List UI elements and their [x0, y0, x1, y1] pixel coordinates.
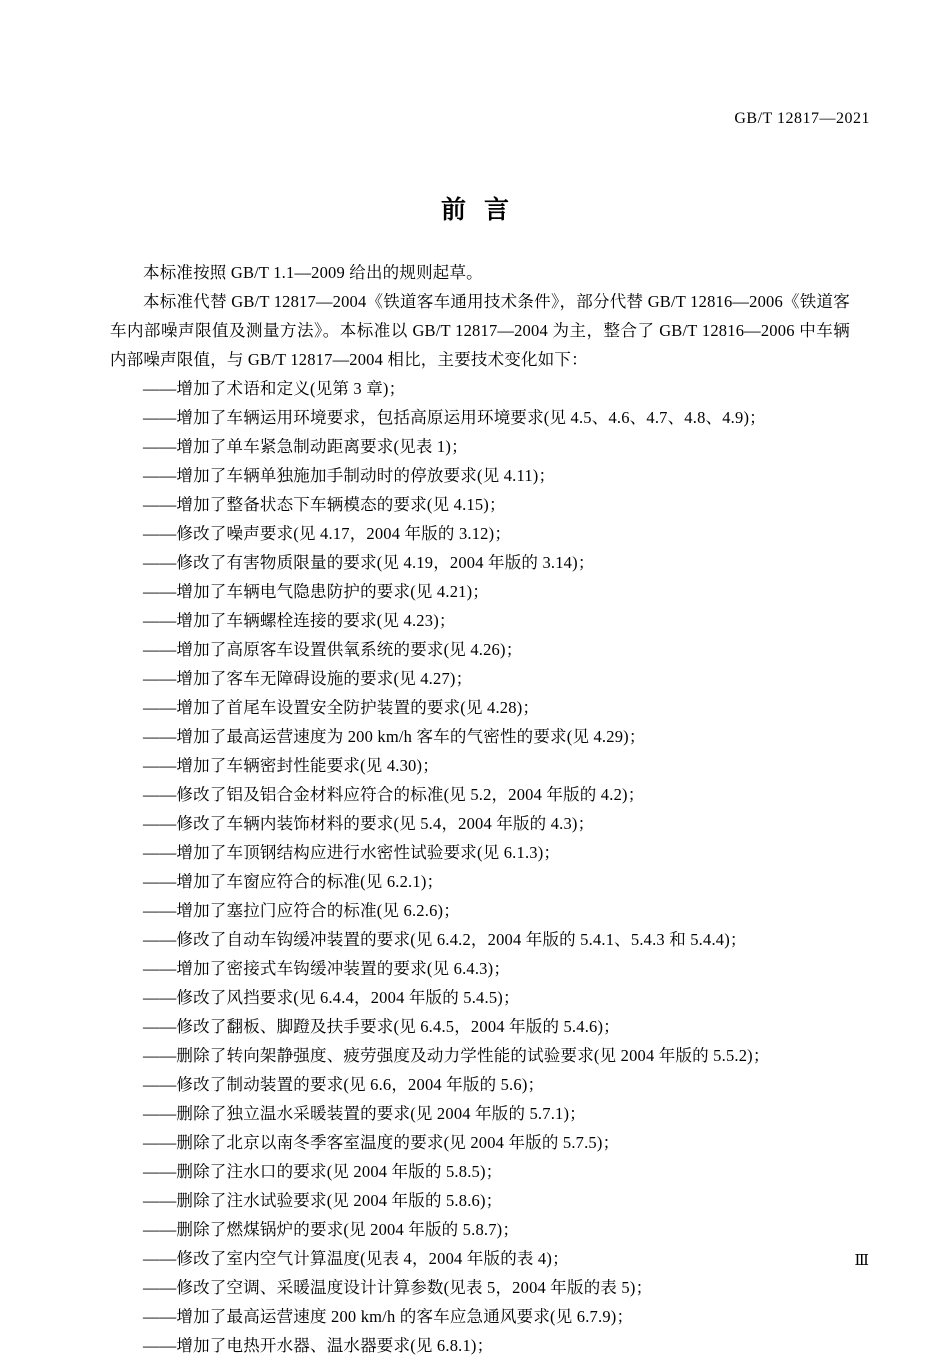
list-item: ——修改了自动车钩缓冲装置的要求(见 6.4.2，2004 年版的 5.4.1、5.4.3 和 5.4.4)； — [143, 930, 747, 949]
list-item: ——修改了铝及铝合金材料应符合的标准(见 5.2，2004 年版的 4.2)； — [143, 785, 645, 804]
list-item: ——修改了风挡要求(见 6.4.4，2004 年版的 5.4.5)； — [143, 988, 520, 1007]
technical-changes-list — [110, 374, 850, 1360]
list-item: ——增加了车辆单独施加手制动时的停放要求(见 4.11)； — [143, 466, 556, 485]
page-header-standard-number: GB/T 12817—2021 — [734, 110, 870, 127]
list-item: ——修改了空调、采暖温度设计计算参数(见表 5，2004 年版的表 5)； — [143, 1278, 653, 1297]
list-item: ——增加了最高运营速度为 200 km/h 客车的气密性的要求(见 4.29)； — [143, 727, 646, 746]
list-item: ——增加了车窗应符合的标准(见 6.2.1)； — [143, 872, 444, 891]
document-body — [110, 258, 850, 1360]
list-item: ——修改了翻板、脚蹬及扶手要求(见 6.4.5，2004 年版的 5.4.6)； — [143, 1017, 620, 1036]
list-item: ——修改了车辆内装饰材料的要求(见 5.4，2004 年版的 4.3)； — [143, 814, 595, 833]
list-item: ——增加了高原客车设置供氧系统的要求(见 4.26)； — [143, 640, 523, 659]
list-item: ——增加了塞拉门应符合的标准(见 6.2.6)； — [143, 901, 460, 920]
list-item: ——增加了客车无障碍设施的要求(见 4.27)； — [143, 669, 473, 688]
list-item: ——修改了制动装置的要求(见 6.6，2004 年版的 5.6)； — [143, 1075, 545, 1094]
list-item: ——增加了整备状态下车辆模态的要求(见 4.15)； — [143, 495, 506, 514]
list-item: ——增加了首尾车设置安全防护装置的要求(见 4.28)； — [143, 698, 540, 717]
list-item: ——增加了车辆电气隐患防护的要求(见 4.21)； — [143, 582, 489, 601]
paragraph-replacement-scope: 本标准代替 GB/T 12817—2004《铁道客车通用技术条件》，部分代替 GB/T 12816—2006《铁道客车内部噪声限值及测量方法》。本标准以 GB/T 12817—2004 为主，整合了 GB/T 12816—2006 中车辆内部噪声限值，与 GB/T 12817—2004 相比，主要技术变化如下： — [110, 292, 850, 369]
list-item: ——增加了单车紧急制动距离要求(见表 1)； — [143, 437, 468, 456]
list-item: ——删除了独立温水采暖装置的要求(见 2004 年版的 5.7.1)； — [143, 1104, 586, 1123]
list-item: ——增加了车顶钢结构应进行水密性试验要求(见 6.1.3)； — [143, 843, 561, 862]
list-item: ——增加了车辆运用环境要求，包括高原运用环境要求(见 4.5、4.6、4.7、4.8、4.9)； — [143, 408, 766, 427]
list-item: ——增加了术语和定义(见第 3 章)； — [143, 379, 406, 398]
paragraph-drafting-rules: 本标准按照 GB/T 1.1—2009 给出的规则起草。 — [143, 263, 483, 282]
list-item: ——修改了有害物质限量的要求(见 4.19，2004 年版的 3.14)； — [143, 553, 595, 572]
list-item: ——增加了密接式车钩缓冲装置的要求(见 6.4.3)； — [143, 959, 511, 978]
page-number: Ⅲ — [854, 1253, 870, 1269]
list-item: ——增加了车辆密封性能要求(见 4.30)； — [143, 756, 439, 775]
list-item: ——删除了注水口的要求(见 2004 年版的 5.8.5)； — [143, 1162, 503, 1181]
list-item: ——修改了噪声要求(见 4.17，2004 年版的 3.12)； — [143, 524, 512, 543]
list-item: ——删除了注水试验要求(见 2004 年版的 5.8.6)； — [143, 1191, 503, 1210]
list-item: ——修改了室内空气计算温度(见表 4，2004 年版的表 4)； — [143, 1249, 569, 1268]
list-item: ——增加了电热开水器、温水器要求(见 6.8.1)； — [143, 1336, 494, 1355]
list-item: ——删除了燃煤锅炉的要求(见 2004 年版的 5.8.7)； — [143, 1220, 520, 1239]
list-item: ——增加了最高运营速度 200 km/h 的客车应急通风要求(见 6.7.9)； — [143, 1307, 634, 1326]
list-item: ——删除了转向架静强度、疲劳强度及动力学性能的试验要求(见 2004 年版的 5.5.2)； — [143, 1046, 770, 1065]
list-item: ——删除了北京以南冬季客室温度的要求(见 2004 年版的 5.7.5)； — [143, 1133, 620, 1152]
list-item: ——增加了车辆螺栓连接的要求(见 4.23)； — [143, 611, 456, 630]
page-title: 前言 — [440, 195, 527, 224]
